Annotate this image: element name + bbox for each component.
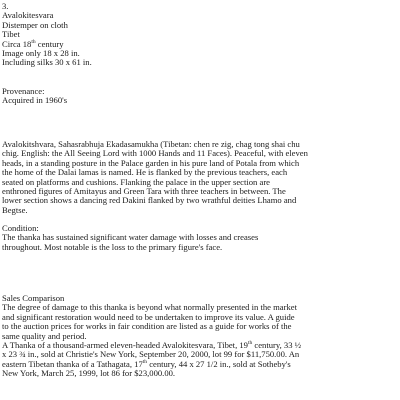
sales-line: same quality and period. (2, 330, 87, 341)
description-line: Avalokitshvara, Sahasrabhuja Ekadasamukha (Tibetan: chen re zig, chag tong shai chu (2, 139, 300, 149)
condition-heading: Condition: (2, 223, 39, 233)
sales-comparison-section (2, 294, 398, 379)
silk-size: Including silks 30 x 61 in. (2, 57, 92, 68)
description-line: Begtse. (2, 204, 28, 215)
comp1-superscript: th (247, 340, 253, 347)
date-superscript: th (31, 38, 36, 45)
description-line: enthroned figures of Amitayus and Green Tara with three teachers in between. The (2, 186, 286, 197)
sales-line: and significant restoration would need to be undertaken to improve its value. A guide (2, 311, 295, 322)
sales-heading: Sales Comparison (2, 293, 65, 303)
date-prefix: Circa 18 (2, 38, 32, 49)
comp2-superscript: th (142, 358, 148, 365)
description-line: heads, in a standing posture in the Palace garden in his pure land of Potala from which (2, 157, 300, 168)
provenance-text: Acquired in 1960's (2, 95, 68, 106)
description-line: chig. English: the All Seeing Lord with 1000 Hands and 11 Faces). Peaceful, with eleven (2, 148, 308, 159)
artwork-title: Avalokitesvara (2, 10, 54, 21)
sales-line: The degree of damage to this thanka is beyond what normally presented in the market (2, 302, 297, 313)
condition-line: throughout. Most notable is the loss to the primary figure's face. (2, 241, 223, 252)
description-line: the home of the Dalai lamas is named. He is flanked by the previous teachers, each (2, 167, 288, 178)
condition-line: The thanka has sustained significant water damage with losses and creases (2, 232, 259, 243)
artwork-medium: Distemper on cloth (2, 19, 68, 30)
comp2-text-a: eastern Tibetan thanka of a Tathagata, 17 (2, 358, 143, 369)
provenance-section (2, 87, 398, 106)
comp1-text-b: century, 33 ½ (252, 340, 302, 351)
provenance-heading: Provenance: (2, 86, 45, 96)
date-suffix: century (35, 38, 64, 49)
comparable-sale-2-cont: New York, March 25, 1999, lot 86 for $23,000.00. (2, 368, 176, 379)
image-size: Image only 18 x 28 in. (2, 48, 80, 59)
description-section (2, 140, 398, 215)
description-line: seated on platforms and cushions. Flanking the palace in the upper section are (2, 176, 270, 187)
artwork-origin: Tibet (2, 29, 20, 40)
comp2-text-b: century, 44 x 27 1/2 in., sold at Sotheby's (147, 358, 291, 369)
condition-section (2, 224, 398, 252)
entry-number: 3. (2, 1, 9, 11)
description-line: lower section shows a dancing red Dakini flanked by two wrathful deities Lhamo and (2, 195, 297, 206)
sales-line: to the auction prices for works in fair condition are listed as a guide for works of the (2, 321, 292, 332)
comp1-text-a: A Thanka of a thousand-armed eleven-headed Avalokitesvara, Tibet, 19 (2, 340, 248, 351)
comparable-sale-1-cont: x 23 ¾ in., sold at Christie's New York, September 20, 2000, lot 99 for $11,750.00. An (2, 349, 300, 360)
catalog-entry-header (2, 2, 398, 68)
